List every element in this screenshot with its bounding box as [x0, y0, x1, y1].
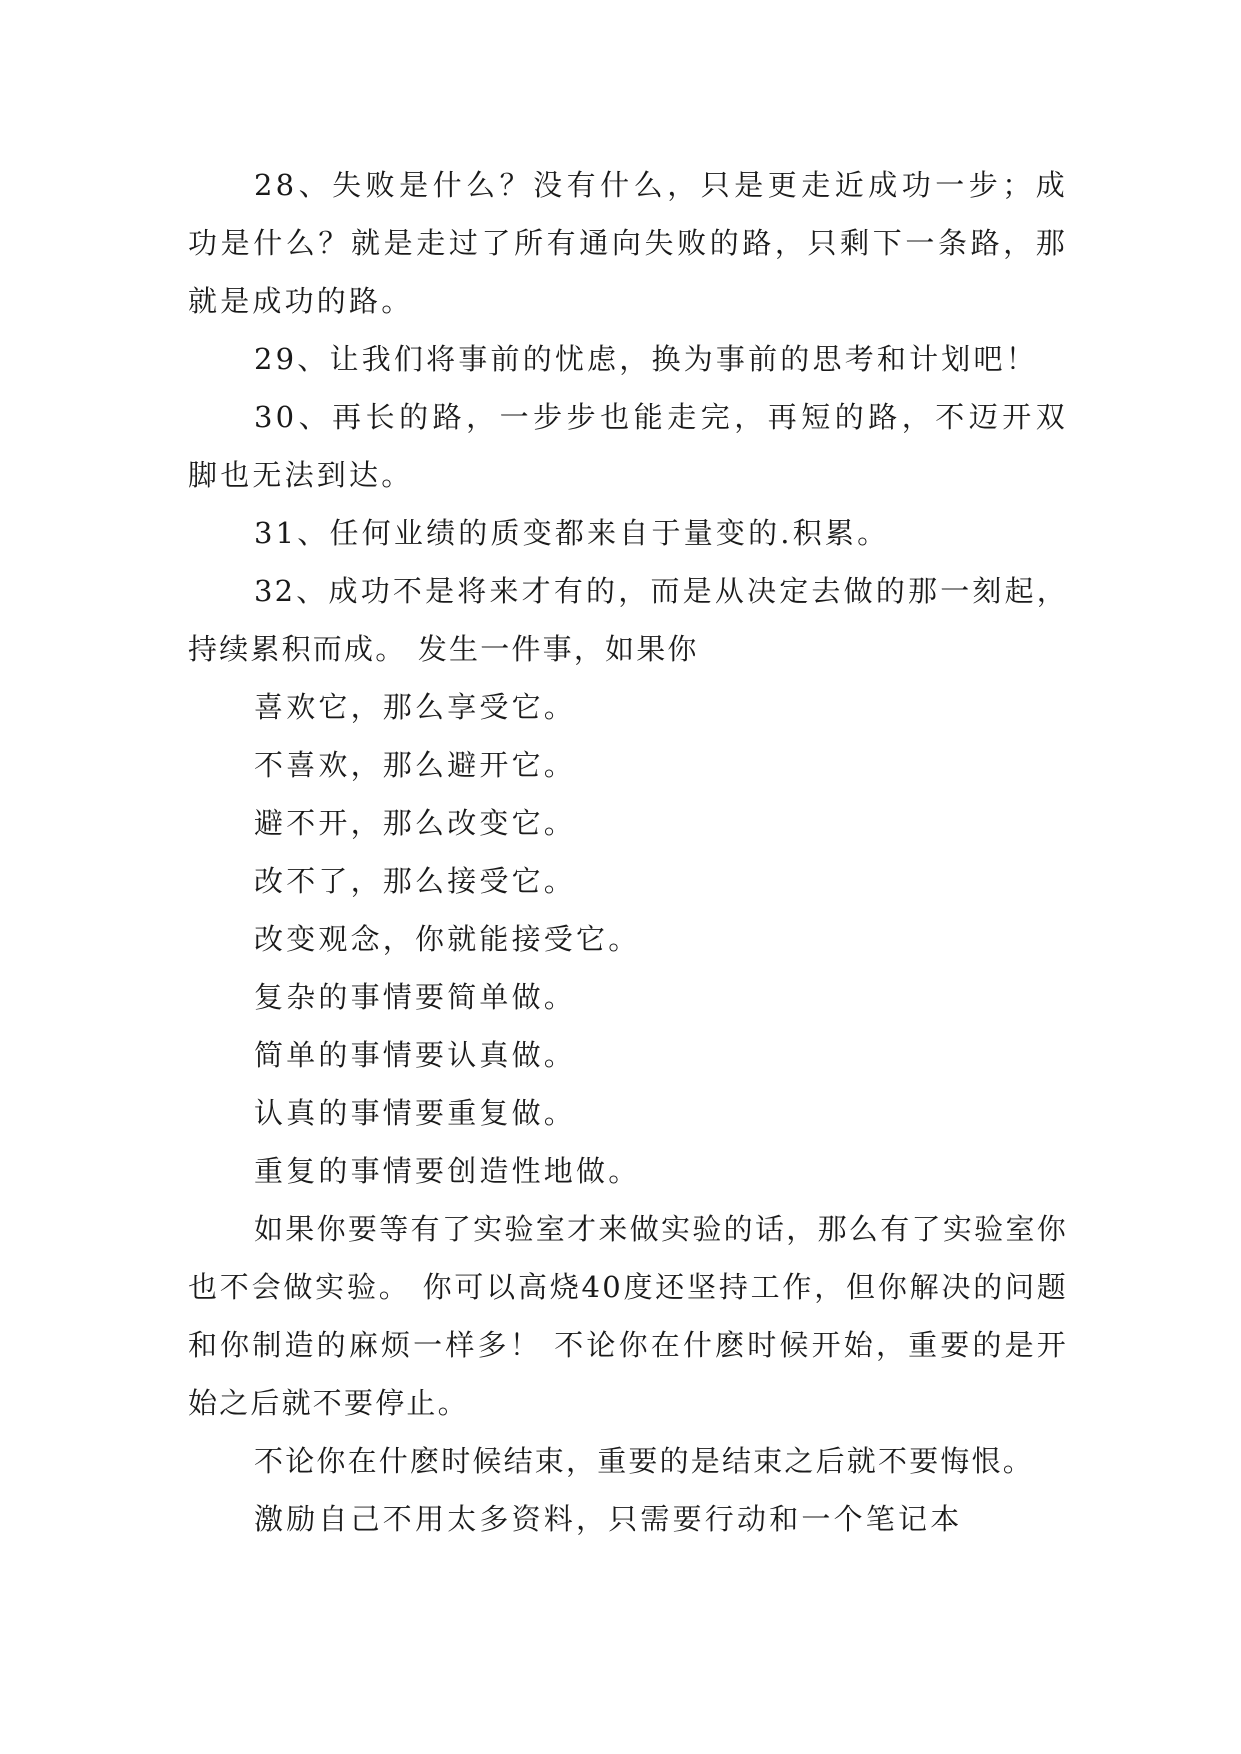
paragraph-29: 29、让我们将事前的忧虑，换为事前的思考和计划吧！: [254, 342, 1038, 376]
paragraph-31: 31、任何业绩的质变都来自于量变的.积累。: [254, 516, 890, 550]
paragraph-avoid: 不喜欢，那么避开它。: [254, 748, 577, 782]
paragraph-30: 30、再长的路，一步步也能走完，再短的路，不迈开双脚也无法到达。: [188, 400, 1068, 492]
paragraph-change: 避不开，那么改变它。: [254, 806, 577, 840]
paragraph-simple: 简单的事情要认真做。: [254, 1038, 577, 1072]
paragraph-28: 28、失败是什么？没有什么，只是更走近成功一步；成功是什么？就是走过了所有通向失败的路，只剩下一条路，那就是成功的路。: [188, 168, 1068, 318]
paragraph-accept: 改不了，那么接受它。: [254, 864, 577, 898]
document-body: [188, 156, 1068, 1548]
paragraph-32: 32、成功不是将来才有的，而是从决定去做的那一刻起，持续累积而成。 发生一件事，如果你: [188, 574, 1068, 666]
paragraph-enjoy: 喜欢它，那么享受它。: [254, 690, 577, 724]
paragraph-end: 不论你在什麽时候结束，重要的是结束之后就不要悔恨。: [254, 1444, 1035, 1478]
paragraph-serious: 认真的事情要重复做。: [254, 1096, 577, 1130]
paragraph-mindset: 改变观念，你就能接受它。: [254, 922, 641, 956]
paragraph-lab: 如果你要等有了实验室才来做实验的话，那么有了实验室你也不会做实验。 你可以高烧40度还坚持工作，但你解决的问题和你制造的麻烦一样多！ 不论你在什麽时候开始，重要的是开始之后就不要停止。: [188, 1212, 1068, 1420]
paragraph-repeat: 重复的事情要创造性地做。: [254, 1154, 641, 1188]
paragraph-complex: 复杂的事情要简单做。: [254, 980, 577, 1014]
paragraph-notebook: 激励自己不用太多资料，只需要行动和一个笔记本: [254, 1502, 963, 1536]
